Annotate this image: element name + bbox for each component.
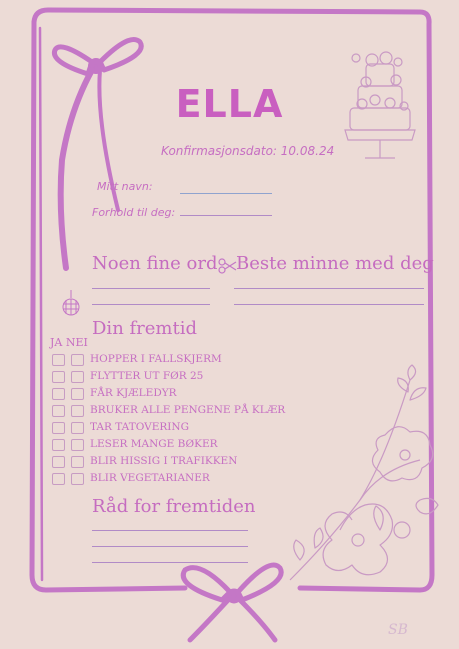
checklist-item: FLYTTER UT FØR 25 xyxy=(90,370,204,382)
no-checkbox[interactable] xyxy=(71,439,84,451)
name-field-label: Mitt navn: xyxy=(97,180,153,193)
no-checkbox[interactable] xyxy=(71,456,84,468)
no-checkbox[interactable] xyxy=(71,388,84,400)
yes-checkbox[interactable] xyxy=(52,439,65,451)
page-title: ELLA xyxy=(175,82,284,126)
future-heading: Din fremtid xyxy=(92,318,198,339)
kind-words-heading: Noen fine ord xyxy=(92,253,218,274)
advice-line[interactable] xyxy=(92,546,248,547)
yes-checkbox[interactable] xyxy=(52,354,65,366)
ribbon-bow-icon xyxy=(183,565,281,640)
relation-field-label: Forhold til deg: xyxy=(92,206,176,219)
no-checkbox[interactable] xyxy=(71,354,84,366)
relation-field-line[interactable] xyxy=(180,215,272,216)
flower-icon xyxy=(290,365,438,580)
checklist-item: HOPPER I FALLSKJERM xyxy=(90,353,222,365)
no-checkbox[interactable] xyxy=(71,405,84,417)
best-memory-line[interactable] xyxy=(234,288,424,289)
no-checkbox[interactable] xyxy=(71,473,84,485)
name-field-line[interactable] xyxy=(180,193,272,194)
checklist-item: BLIR HISSIG I TRAFIKKEN xyxy=(90,455,238,467)
yes-checkbox[interactable] xyxy=(52,456,65,468)
advice-line[interactable] xyxy=(92,530,248,531)
checklist-item: LESER MANGE BØKER xyxy=(90,438,218,450)
yes-no-header: JA NEI xyxy=(50,336,88,349)
best-memory-line[interactable] xyxy=(234,304,424,305)
no-checkbox[interactable] xyxy=(71,371,84,383)
checklist-item: BLIR VEGETARIANER xyxy=(90,472,210,484)
advice-line[interactable] xyxy=(92,562,248,563)
yes-checkbox[interactable] xyxy=(52,388,65,400)
yes-checkbox[interactable] xyxy=(52,422,65,434)
yes-checkbox[interactable] xyxy=(52,405,65,417)
confirmation-date: Konfirmasjonsdato: 10.08.24 xyxy=(161,144,335,158)
scissors-icon xyxy=(219,259,236,273)
yes-checkbox[interactable] xyxy=(52,371,65,383)
yes-checkbox[interactable] xyxy=(52,473,65,485)
advice-heading: Råd for fremtiden xyxy=(92,496,256,517)
best-memory-heading: Beste minne med deg xyxy=(236,253,434,274)
checklist-item: TAR TATOVERING xyxy=(90,421,189,433)
no-checkbox[interactable] xyxy=(71,422,84,434)
kind-words-line[interactable] xyxy=(92,288,210,289)
signature-mark: SB xyxy=(388,622,408,638)
disco-ball-icon xyxy=(63,290,79,315)
checklist-item: BRUKER ALLE PENGENE PÅ KLÆR xyxy=(90,404,286,416)
checklist-item: FÅR KJÆLEDYR xyxy=(90,387,177,399)
ribbon-bow-icon xyxy=(54,40,141,269)
kind-words-line[interactable] xyxy=(92,304,210,305)
